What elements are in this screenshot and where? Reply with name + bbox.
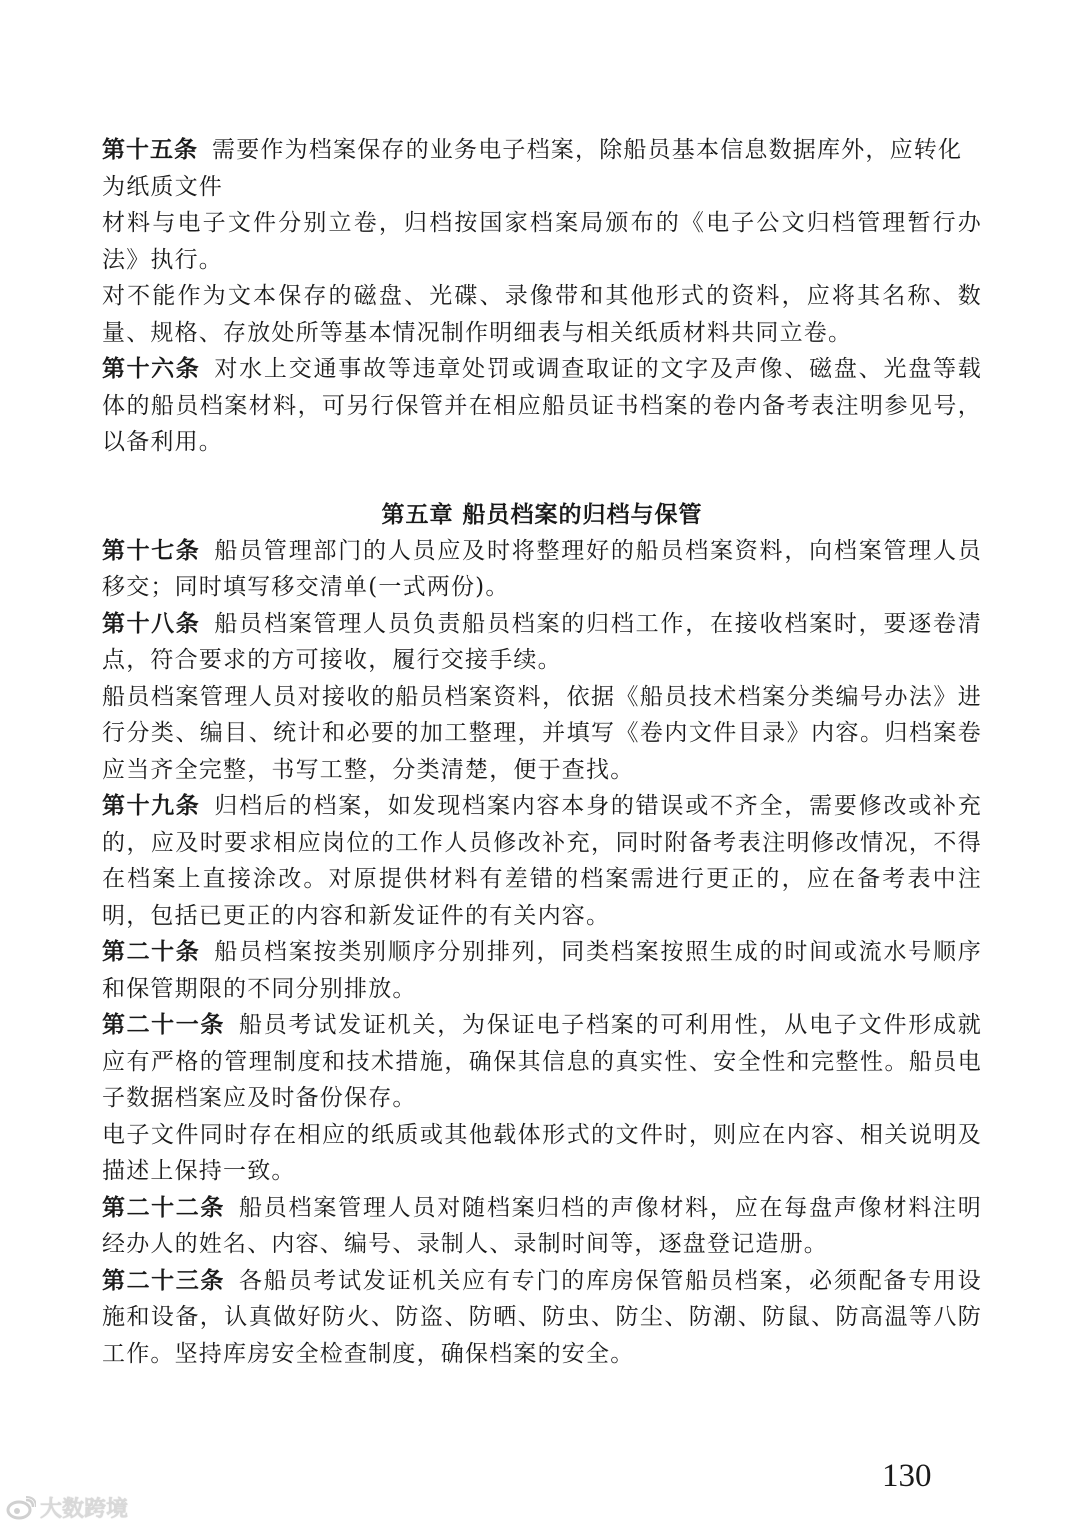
paragraph-art18-cont [102, 679, 982, 789]
paragraph-text: 船员管理部门的人员应及时将整理好的船员档案资料，向档案管理人员移交；同时填写移交清单(一式两份)。 [102, 537, 983, 600]
paragraph-text: 船员档案管理人员负责船员档案的归档工作，在接收档案时，要逐卷清点，符合要求的方可接收，履行交接手续。 [102, 610, 983, 673]
paragraph-text: 归档后的档案，如发现档案内容本身的错误或不齐全，需要修改或补充的，应及时要求相应岗位的工作人员修改补充，同时附备考表注明修改情况，不得在档案上直接涂改。对原提供材料有差错的档案需进行更正的，应在备考表中注明，包括已更正的内容和新发证件的有关内容。 [102, 793, 983, 929]
paragraph-text: 电子文件同时存在相应的纸质或其他载体形式的文件时，则应在内容、相关说明及描述上保持一致。 [102, 1121, 982, 1184]
article-label: 第十五条 [102, 136, 198, 163]
paragraph-text: 船员档案管理人员对接收的船员档案资料，依据《船员技术档案分类编号办法》进行分类、编目、统计和必要的加工整理，并填写《卷内文件目录》内容。归档案卷应当齐全完整，书写工整，分类清楚，便于查找。 [102, 683, 982, 783]
article-label: 第十七条 [102, 536, 201, 564]
paragraph-text: 船员考试发证机关，为保证电子档案的可利用性，从电子文件形成就应有严格的管理制度和技术措施，确保其信息的真实性、安全性和完整性。船员电子数据档案应及时备份保存。 [102, 1012, 983, 1111]
paragraph-art17 [102, 533, 982, 606]
paragraph-art15 [102, 132, 982, 205]
article-label: 第十六条 [102, 355, 201, 382]
article-label: 第二十条 [102, 938, 201, 965]
article-label: 第二十二条 [102, 1193, 225, 1221]
paragraph-art18 [102, 606, 982, 679]
paragraph-text: 需要作为档案保存的业务电子档案，除船员基本信息数据库外，应转化为纸质文件 [102, 137, 963, 200]
paragraph-text: 各船员考试发证机关应有专门的库房保管船员档案，必须配备专用设施和设备，认真做好防火、防盗、防晒、防虫、防尘、防潮、防鼠、防高温等八防工作。坚持库房安全检查制度，确保档案的安全。 [102, 1267, 983, 1367]
paragraph-art21 [102, 1007, 982, 1117]
section-bottom [102, 533, 982, 1373]
weibo-icon [6, 1496, 36, 1520]
paragraph-text: 船员档案按类别顺序分别排列，同类档案按照生成的时间或流水号顺序和保管期限的不同分别排放。 [102, 939, 983, 1002]
paragraph-art15-cont2 [102, 278, 982, 351]
watermark [6, 1492, 128, 1523]
paragraph-art19 [102, 788, 982, 934]
paragraph-art20 [102, 934, 982, 1007]
chapter-title: 第五章 船员档案的归档与保管 [381, 500, 703, 528]
paragraph-art22 [102, 1190, 982, 1263]
article-label: 第二十三条 [102, 1266, 225, 1294]
watermark-text: 大数跨境 [40, 1497, 129, 1522]
section-top [102, 132, 982, 461]
paragraph-art21-cont [102, 1117, 982, 1190]
article-label: 第十八条 [102, 609, 201, 637]
article-label: 第十九条 [102, 792, 201, 819]
paragraph-text: 船员档案管理人员对随档案归档的声像材料，应在每盘声像材料注明经办人的姓名、内容、编号、录制人、录制时间等，逐盘登记造册。 [102, 1194, 983, 1257]
paragraph-text: 材料与电子文件分别立卷，归档按国家档案局颁布的《电子公文归档管理暂行办法》执行。 [102, 210, 982, 273]
paragraph-text: 对不能作为文本保存的磁盘、光碟、录像带和其他形式的资料，应将其名称、数量、规格、存放处所等基本情况制作明细表与相关纸质材料共同立卷。 [102, 283, 982, 346]
paragraph-art23 [102, 1263, 982, 1373]
paragraph-text: 对水上交通事故等违章处罚或调查取证的文字及声像、磁盘、光盘等载体的船员档案材料，可另行保管并在相应船员证书档案的卷内备考表注明参见号，以备利用。 [102, 356, 983, 455]
document-page [102, 132, 982, 1372]
article-label: 第二十一条 [102, 1011, 225, 1038]
paragraph-art15-cont1 [102, 205, 982, 278]
paragraph-art16 [102, 351, 982, 461]
page-number: 130 [882, 1458, 932, 1494]
